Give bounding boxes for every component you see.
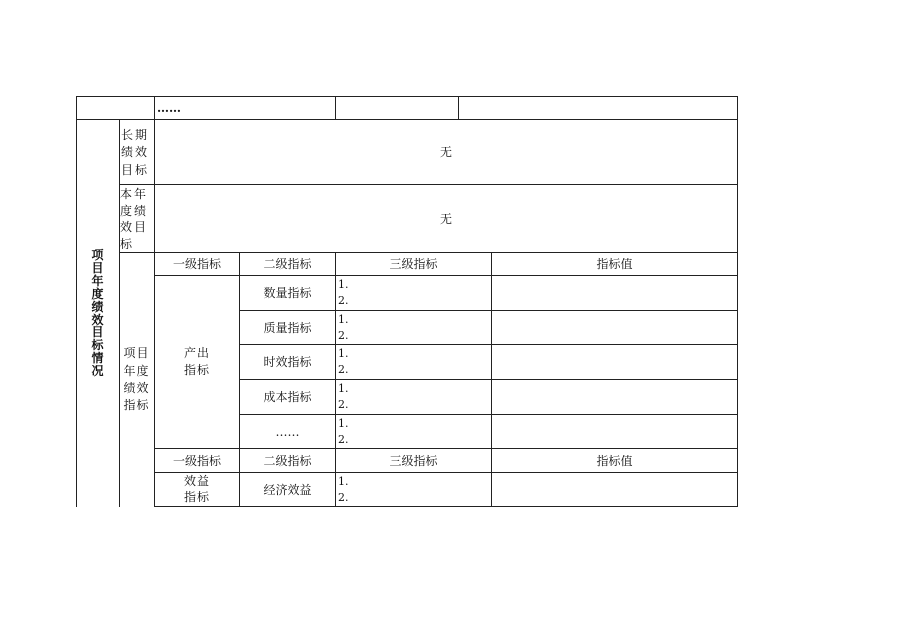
annual-indicators-label: 项目 年度 绩效 指标 — [123, 346, 150, 413]
output-indicator-label: 产出 指标 — [183, 345, 210, 377]
output-row-name: 成本指标 — [263, 390, 312, 404]
top-row-ellipsis: …… — [157, 101, 181, 115]
output-row-items: 1. 2. — [338, 382, 349, 411]
long-term-goal-label: 长期 绩效 目标 — [121, 128, 150, 177]
header-level3: 三级指标 — [389, 257, 438, 271]
output-row-items: 1. 2. — [338, 313, 349, 342]
output-row-items: 1. 2. — [338, 278, 349, 307]
header-level2: 二级指标 — [263, 257, 312, 271]
output-row-name: …… — [275, 424, 300, 439]
benefit-row-name: 经济效益 — [263, 482, 312, 497]
header-value: 指标值 — [596, 257, 633, 271]
header-level1: 一级指标 — [172, 453, 221, 468]
header-level3: 三级指标 — [389, 453, 438, 468]
header-value: 指标值 — [596, 453, 633, 468]
output-row-name: 数量指标 — [263, 286, 312, 300]
output-row-name: 质量指标 — [263, 320, 312, 335]
benefit-row-items: 1. 2. — [338, 475, 349, 504]
benefit-indicator-label: 效益 指标 — [183, 474, 210, 504]
output-row-items: 1. 2. — [338, 347, 349, 376]
output-row-items: 1. 2. — [338, 417, 349, 446]
long-term-goal-value: 无 — [439, 145, 452, 159]
annual-goal-label: 本年 度绩 效目 标 — [120, 187, 149, 251]
header-level1: 一级指标 — [172, 257, 221, 271]
annual-goal-value: 无 — [439, 211, 452, 226]
section-label-cell — [76, 120, 119, 507]
output-row-name: 时效指标 — [263, 355, 312, 369]
section-label: 项 目 年 度 绩 效 目 标 情 况 — [91, 248, 104, 378]
header-level2: 二级指标 — [263, 453, 312, 468]
